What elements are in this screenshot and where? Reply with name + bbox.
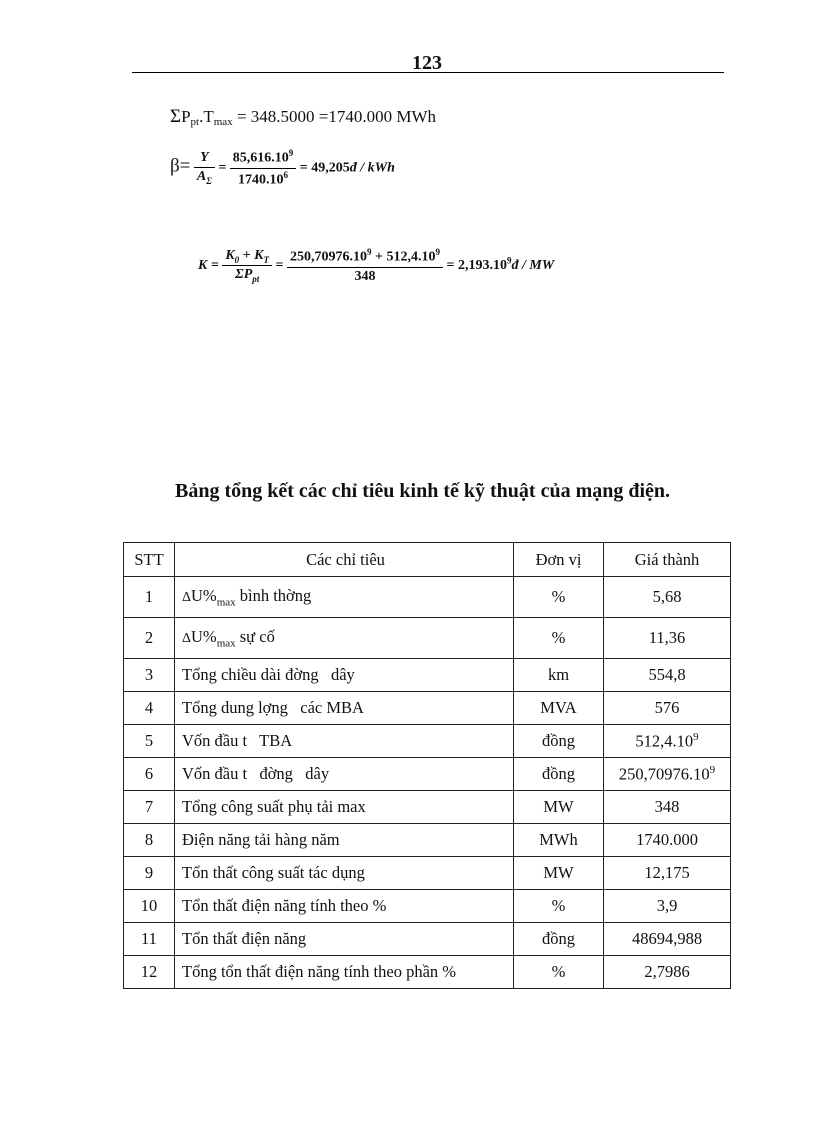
cell-stt: 3 <box>124 659 175 692</box>
cell-value <box>604 956 731 989</box>
header-indicator: Các chỉ tiêu <box>175 543 514 577</box>
cell-unit: MWh <box>514 824 604 857</box>
value-main: 512,4.10 <box>635 731 694 751</box>
cell-unit: đồng <box>514 725 604 758</box>
cell-indicator: Vốn đầu t TBA <box>175 725 514 758</box>
cell-stt: 6 <box>124 758 175 791</box>
value-main: 554,8 <box>648 665 686 684</box>
table-row <box>124 618 731 659</box>
fraction-values <box>287 247 443 285</box>
fraction-y-over-a <box>194 150 215 186</box>
fraction-numerator: $250,70976.10^9 + 512,4.10^9$ <box>287 247 443 268</box>
summary-table <box>123 542 731 989</box>
indicator-rest: sự cố <box>235 626 275 646</box>
indicator-main: U% <box>191 626 217 646</box>
cell-indicator: Tổng dung lợng các MBA <box>175 692 514 725</box>
cell-indicator <box>175 577 514 618</box>
cell-unit: % <box>514 890 604 923</box>
k-lhs: K = <box>198 258 219 274</box>
cell-indicator: Tổn thất công suất tác dụng <box>175 857 514 890</box>
table-header-row <box>124 543 731 577</box>
table-body <box>124 577 731 989</box>
table-row <box>124 725 731 758</box>
formula-total-energy <box>170 106 436 128</box>
cell-stt: 10 <box>124 890 175 923</box>
cell-unit: MW <box>514 857 604 890</box>
formula-rhs: = 348.5000 =1740.000 MWh <box>232 107 437 126</box>
k-unit: đ / MW <box>511 258 555 274</box>
value-main: 48694,988 <box>631 929 703 948</box>
header-unit: Đơn vị <box>514 543 604 577</box>
header-stt: STT <box>124 543 175 577</box>
cell-unit: MW <box>514 791 604 824</box>
cell-stt: 4 <box>124 692 175 725</box>
indicator-rest: bình thờng <box>235 585 312 605</box>
k-result-exp: 9 <box>506 255 512 266</box>
fraction-denominator: 348 <box>354 268 376 284</box>
cell-value <box>604 824 731 857</box>
indicator-main: U% <box>191 585 217 605</box>
cell-unit: % <box>514 956 604 989</box>
sigma-symbol: Σ <box>170 106 182 127</box>
fraction-k-sum <box>222 248 272 285</box>
cell-unit: MVA <box>514 692 604 725</box>
cell-indicator: Tổng tổn thất điện năng tính theo phần % <box>175 956 514 989</box>
table-row <box>124 791 731 824</box>
cell-value <box>604 692 731 725</box>
page-number: 123 <box>412 52 442 74</box>
formula-beta <box>170 148 395 188</box>
table-title: Bảng tổng kết các chỉ tiêu kinh tế kỹ thuật của mạng điện. <box>175 480 671 502</box>
indicator-subscript: max <box>216 637 236 650</box>
header-value: Giá thành <box>604 543 731 577</box>
table-row <box>124 577 731 618</box>
table-row <box>124 923 731 956</box>
table-row <box>124 758 731 791</box>
value-main: 348 <box>654 797 680 816</box>
value-exponent: 9 <box>709 763 716 776</box>
value-main: 250,70976.10 <box>618 764 710 784</box>
cell-value <box>604 857 731 890</box>
delta-symbol: Δ <box>182 589 192 605</box>
cell-unit: đồng <box>514 758 604 791</box>
cell-stt: 1 <box>124 577 175 618</box>
cell-stt: 2 <box>124 618 175 659</box>
cell-indicator: Tổng chiều dài đờng dây <box>175 659 514 692</box>
cell-unit: % <box>514 618 604 659</box>
table-row <box>124 824 731 857</box>
k-result: = 2,193.10 <box>446 258 507 274</box>
delta-symbol: Δ <box>182 630 192 646</box>
table-row <box>124 659 731 692</box>
cell-unit: km <box>514 659 604 692</box>
beta-unit: đ / kWh <box>349 160 395 176</box>
value-main: 5,68 <box>652 587 682 606</box>
header-rule <box>132 72 724 73</box>
cell-value <box>604 791 731 824</box>
cell-value <box>604 577 731 618</box>
equals-sign: = <box>275 258 284 274</box>
value-exponent: 9 <box>693 730 699 743</box>
cell-value <box>604 923 731 956</box>
fraction-numerator: 85,616.10$^9$ <box>230 148 297 169</box>
cell-stt: 5 <box>124 725 175 758</box>
beta-result: = 49,205 <box>299 160 350 176</box>
cell-indicator: Tổn thất điện năng <box>175 923 514 956</box>
fraction-denominator: $A_\Sigma$ <box>196 169 212 187</box>
cell-value <box>604 618 731 659</box>
cell-indicator: Vốn đầu t đờng dây <box>175 758 514 791</box>
cell-indicator: Tổng công suất phụ tải max <box>175 791 514 824</box>
table-row <box>124 857 731 890</box>
fraction-values <box>230 148 297 188</box>
t-subscript: max <box>213 116 233 128</box>
fraction-numerator: $K_0 + K_T$ <box>222 248 272 267</box>
beta-lhs: β= <box>170 155 191 177</box>
table-row <box>124 956 731 989</box>
value-main: 2,7986 <box>644 962 690 981</box>
t-symbol: .T <box>199 107 214 126</box>
cell-stt: 11 <box>124 923 175 956</box>
cell-value <box>604 890 731 923</box>
cell-value <box>604 659 731 692</box>
cell-unit: đồng <box>514 923 604 956</box>
cell-stt: 7 <box>124 791 175 824</box>
value-main: 1740.000 <box>636 830 698 849</box>
p-subscript: pt <box>190 116 200 128</box>
indicator-subscript: max <box>216 596 236 609</box>
fraction-numerator: Y <box>194 150 215 168</box>
value-main: 11,36 <box>648 628 686 647</box>
cell-stt: 12 <box>124 956 175 989</box>
cell-stt: 9 <box>124 857 175 890</box>
cell-value <box>604 725 731 758</box>
p-symbol: P <box>181 107 191 126</box>
cell-indicator: Tổn thất điện năng tính theo % <box>175 890 514 923</box>
table-row <box>124 890 731 923</box>
cell-indicator <box>175 618 514 659</box>
cell-value <box>604 758 731 791</box>
cell-indicator: Điện năng tải hàng năm <box>175 824 514 857</box>
equals-sign: = <box>218 160 227 176</box>
value-main: 576 <box>654 698 680 717</box>
value-main: 3,9 <box>656 896 678 915</box>
fraction-denominator: 1740.10$^6$ <box>238 169 289 188</box>
cell-unit: % <box>514 577 604 618</box>
cell-stt: 8 <box>124 824 175 857</box>
value-main: 12,175 <box>644 863 690 882</box>
fraction-denominator: $\Sigma P_{pt}$ <box>235 267 260 285</box>
table-row <box>124 692 731 725</box>
formula-k <box>198 247 554 285</box>
